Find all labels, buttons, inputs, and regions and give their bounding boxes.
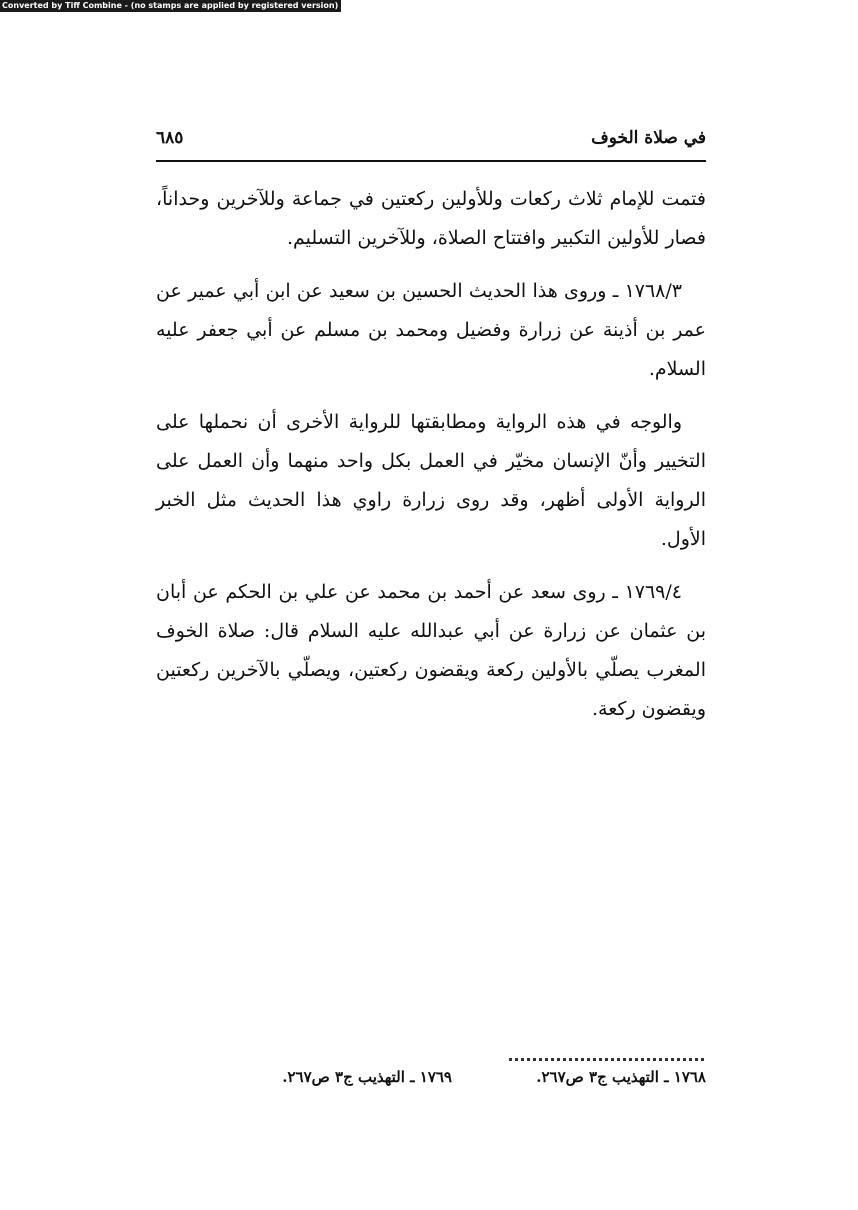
hadith-1768: ١٧٦٨/٣ ـ وروى هذا الحديث الحسين بن سعيد عن ابن أبي عمير عن عمر بن أذينة عن زرارة وفضيل ومحمد بن مسلم عن أبي جعفر عليه السلام.: [156, 280, 706, 380]
footnotes: [250, 1068, 706, 1098]
footnote-separator: [509, 1058, 704, 1061]
hadith-1769: ١٧٦٩/٤ ـ روى سعد عن أحمد بن محمد عن علي بن الحكم عن أبان بن عثمان عن زرارة عن أبي عبدالله عليه السلام قال: صلاة الخوف المغرب يصلّي بالأولين ركعة ويقضون ركعتين، ويصلّي بالآخرين ركعتين ويقضون ركعة.: [156, 581, 706, 720]
paragraph-continuation: فتمت للإمام ثلاث ركعات وللأولين ركعتين في جماعة وللآخرين وحداناً، فصار للأولين التكبير وافتتاح الصلاة، وللآخرين التسليم.: [156, 188, 706, 249]
page-header: [156, 124, 706, 162]
body-text: [156, 180, 706, 743]
footnote-1768: ١٧٦٨ ـ التهذيب ج٣ ص٢٦٧.: [536, 1068, 706, 1086]
page-number: ٦٨٥: [156, 128, 184, 148]
converter-watermark: Converted by Tiff Combine - (no stamps are applied by registered version): [0, 0, 341, 12]
commentary-paragraph: والوجه في هذه الرواية ومطابقتها للرواية الأخرى أن نحملها على التخيير وأنّ الإنسان مخيّر في العمل بكل واحد منهما وأن العمل على الرواية الأولى أظهر، وقد روى زرارة راوي هذا الحديث مثل الخبر الأول.: [156, 411, 706, 550]
footnote-1769: ١٧٦٩ ـ التهذيب ج٣ ص٢٦٧.: [282, 1068, 452, 1086]
running-title: في صلاة الخوف: [591, 128, 706, 148]
